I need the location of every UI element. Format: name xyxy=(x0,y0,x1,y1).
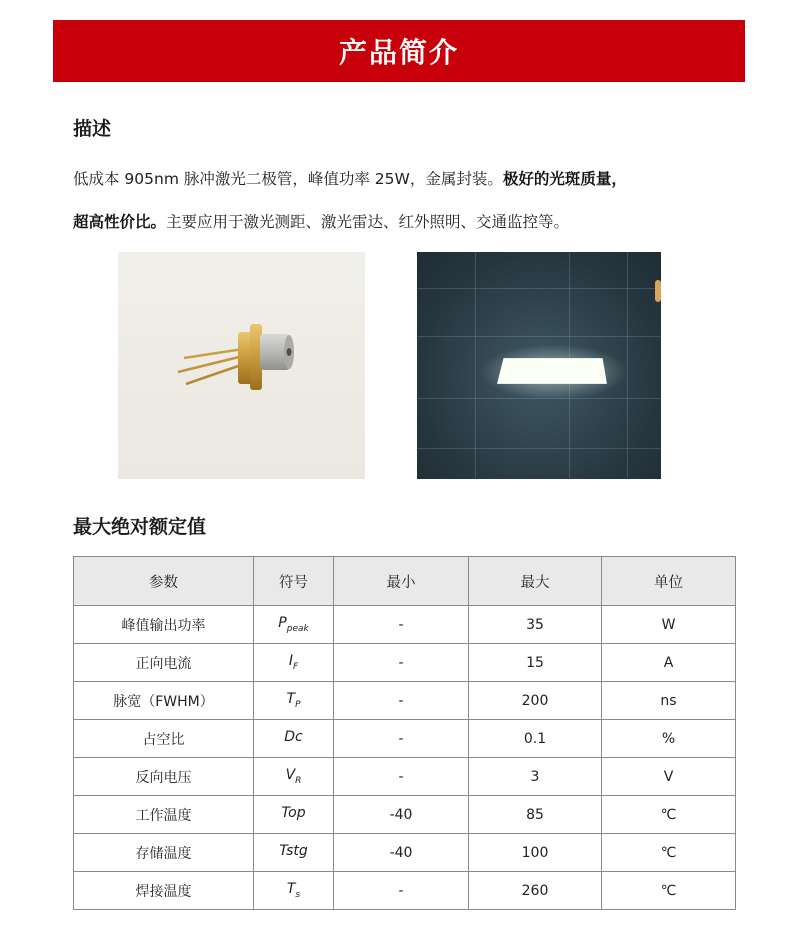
param-cell: 峰值输出功率 xyxy=(74,606,254,644)
max-cell: 85 xyxy=(469,796,602,834)
unit-cell: W xyxy=(602,606,736,644)
column-header-max: 最大 xyxy=(469,557,602,606)
unit-cell: V xyxy=(602,758,736,796)
table-row xyxy=(74,606,736,644)
max-cell: 35 xyxy=(469,606,602,644)
table-row xyxy=(74,834,736,872)
symbol-cell: $T_s$ xyxy=(254,872,334,910)
description-bold-2: 超高性价比。 xyxy=(73,213,167,231)
min-cell: - xyxy=(334,606,469,644)
min-cell: - xyxy=(334,720,469,758)
table-row xyxy=(74,644,736,682)
min-cell: - xyxy=(334,758,469,796)
table-row xyxy=(74,796,736,834)
description-plain: 低成本 905nm 脉冲激光二极管，峰值功率 25W，金属封装。 xyxy=(73,170,503,188)
min-cell: -40 xyxy=(334,834,469,872)
symbol-cell: $T_P$ xyxy=(254,682,334,720)
symbol-cell: Top xyxy=(254,796,334,834)
max-cell: 200 xyxy=(469,682,602,720)
param-cell: 脉宽（FWHM） xyxy=(74,682,254,720)
param-cell: 存储温度 xyxy=(74,834,254,872)
grid-line xyxy=(417,288,661,289)
table-row xyxy=(74,872,736,910)
laser-spot-photo xyxy=(417,252,661,479)
min-cell: - xyxy=(334,644,469,682)
unit-cell: ℃ xyxy=(602,834,736,872)
max-cell: 100 xyxy=(469,834,602,872)
unit-cell: ℃ xyxy=(602,872,736,910)
column-header-unit: 单位 xyxy=(602,557,736,606)
param-cell: 焊接温度 xyxy=(74,872,254,910)
param-cell: 工作温度 xyxy=(74,796,254,834)
symbol-cell: Dc xyxy=(254,720,334,758)
laser-diode-photo xyxy=(118,252,365,479)
column-header-symbol: 符号 xyxy=(254,557,334,606)
grid-line xyxy=(475,252,476,479)
symbol-cell: $I_F$ xyxy=(254,644,334,682)
page-title: 产品简介 xyxy=(338,36,459,69)
description-heading: 描述 xyxy=(73,118,112,140)
table-row xyxy=(74,720,736,758)
column-header-min: 最小 xyxy=(334,557,469,606)
symbol-cell: $V_R$ xyxy=(254,758,334,796)
description-text xyxy=(73,158,733,244)
param-cell: 反向电压 xyxy=(74,758,254,796)
unit-cell: ns xyxy=(602,682,736,720)
description-plain-2: 主要应用于激光测距、激光雷达、红外照明、交通监控等。 xyxy=(166,213,570,231)
unit-cell: % xyxy=(602,720,736,758)
unit-cell: A xyxy=(602,644,736,682)
unit-cell: ℃ xyxy=(602,796,736,834)
max-cell: 3 xyxy=(469,758,602,796)
min-cell: -40 xyxy=(334,796,469,834)
table-header-row xyxy=(74,557,736,606)
banner xyxy=(53,20,745,82)
symbol-cell: $P_{peak}$ xyxy=(254,606,334,644)
description-bold-1: 极好的光斑质量， xyxy=(502,170,627,188)
min-cell: - xyxy=(334,872,469,910)
grid-line xyxy=(417,448,661,449)
ratings-table xyxy=(73,556,736,910)
symbol-cell: Tstg xyxy=(254,834,334,872)
table-row xyxy=(74,758,736,796)
laser-diode-illustration xyxy=(118,252,365,479)
min-cell: - xyxy=(334,682,469,720)
param-cell: 占空比 xyxy=(74,720,254,758)
param-cell: 正向电流 xyxy=(74,644,254,682)
ratings-heading: 最大绝对额定值 xyxy=(73,516,207,538)
table-row xyxy=(74,682,736,720)
max-cell: 260 xyxy=(469,872,602,910)
max-cell: 15 xyxy=(469,644,602,682)
column-header-param: 参数 xyxy=(74,557,254,606)
edge-reflection xyxy=(655,280,661,302)
grid-line xyxy=(417,336,661,337)
laser-spot xyxy=(497,358,607,384)
max-cell: 0.1 xyxy=(469,720,602,758)
